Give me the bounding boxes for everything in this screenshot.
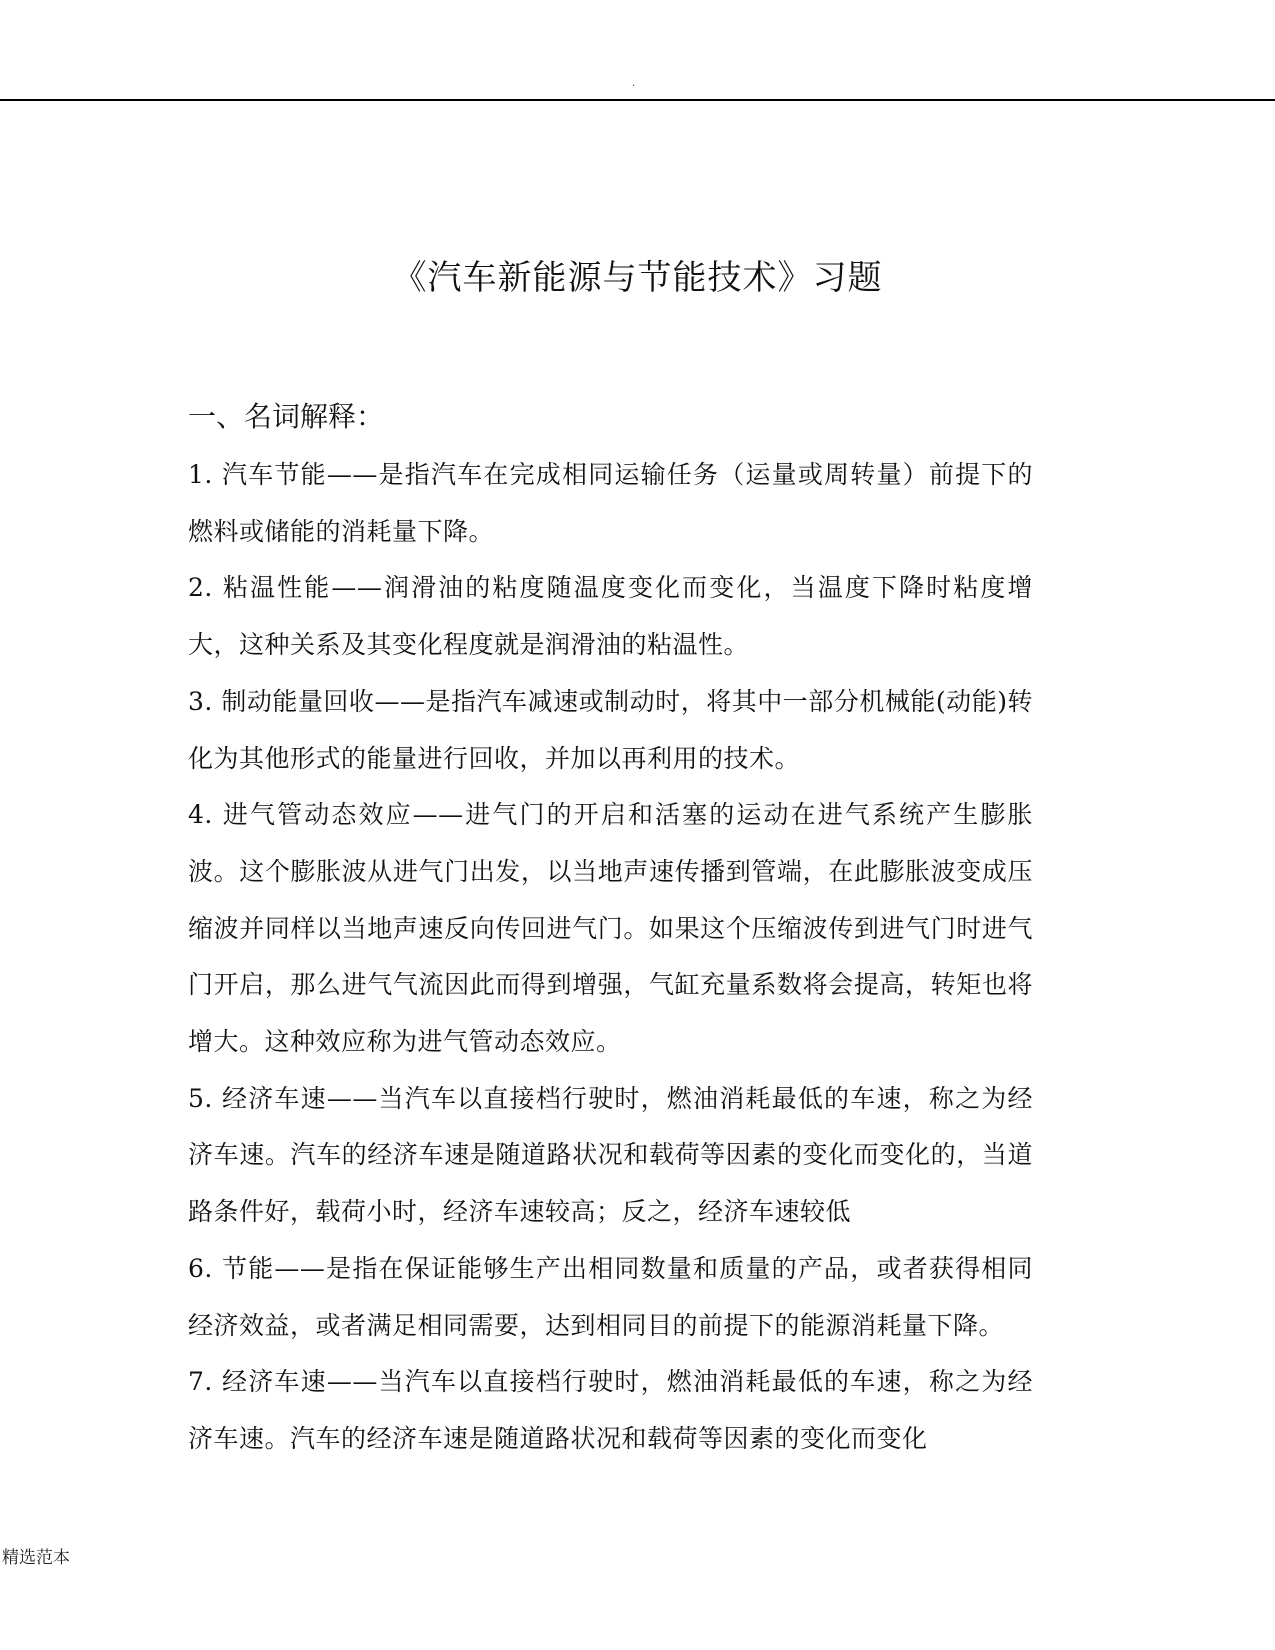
definition-item: 6. 节能——是指在保证能够生产出相同数量和质量的产品，或者获得相同经济效益，或者满足相同需要，达到相同目的前提下的能源消耗量下降。 [188, 1253, 1033, 1340]
definition-item: 5. 经济车速——当汽车以直接档行驶时，燃油消耗最低的车速，称之为经济车速。汽车的经济车速是随道路状况和载荷等因素的变化而变化的，当道路条件好，载荷小时，经济车速较高；反之，经济车速较低 [188, 1083, 1033, 1227]
section-heading: 一、名词解释： [188, 400, 385, 433]
document-title: 《汽车新能源与节能技术》习题 [392, 258, 883, 298]
footer-note: 精选范本 [2, 1548, 70, 1568]
header-rule [0, 99, 1275, 101]
definition-item: 4. 进气管动态效应——进气门的开启和活塞的运动在进气系统产生膨胀波。这个膨胀波从进气门出发，以当地声速传播到管端，在此膨胀波变成压缩波并同样以当地声速反向传回进气门。如果这个压缩波传到进气门时进气门开启，那么进气气流因此而得到增强，气缸充量系数将会提高，转矩也将增大。这种效应称为进气管动态效应。 [188, 800, 1033, 1057]
header-mark: . [632, 78, 636, 89]
definition-item: 2. 粘温性能——润滑油的粘度随温度变化而变化，当温度下降时粘度增大，这种关系及其变化程度就是润滑油的粘温性。 [188, 573, 1033, 660]
definition-item: 1. 汽车节能——是指汽车在完成相同运输任务（运量或周转量）前提下的燃料或储能的消耗量下降。 [188, 460, 1033, 546]
definitions-list [188, 447, 1033, 1468]
definition-item: 7. 经济车速——当汽车以直接档行驶时，燃油消耗最低的车速，称之为经济车速。汽车的经济车速是随道路状况和载荷等因素的变化而变化 [188, 1367, 1033, 1453]
definition-item: 3. 制动能量回收——是指汽车减速或制动时，将其中一部分机械能(动能)转化为其他形式的能量进行回收，并加以再利用的技术。 [188, 686, 1033, 773]
